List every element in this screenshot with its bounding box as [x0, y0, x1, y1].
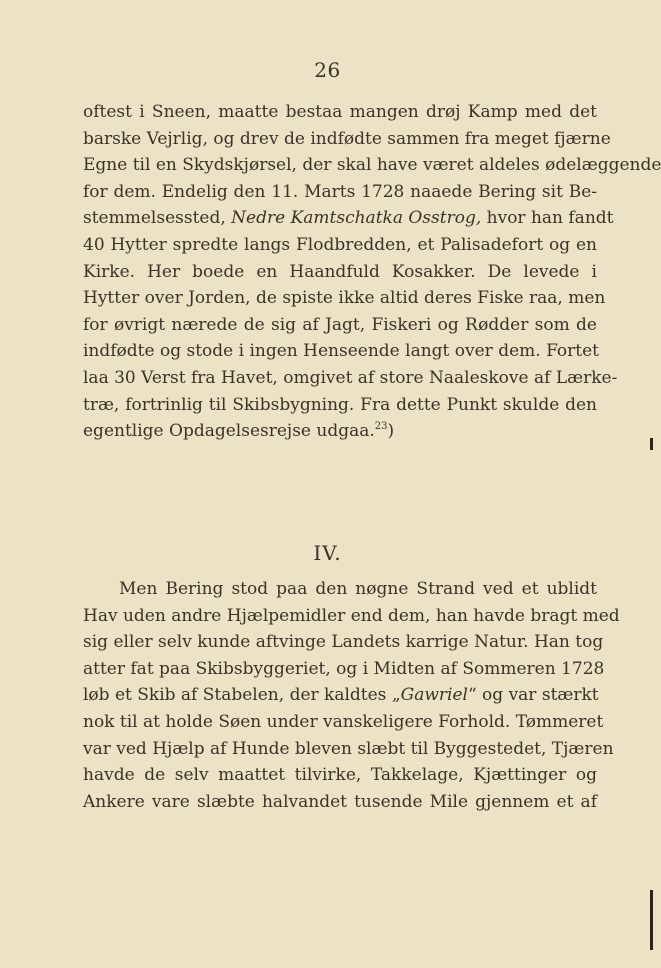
- text-line: Kirke. Her boede en Haandfuld Kosakker. De levede i: [83, 261, 597, 282]
- ship-name-italic: Gawriel: [400, 685, 468, 706]
- section-heading: IV.: [313, 541, 342, 565]
- text-line: oftest i Sneen, maatte bestaa mangen drøj Kamp med det: [83, 102, 597, 122]
- page-edge-shadow: [650, 438, 653, 450]
- paragraph-2: [83, 576, 620, 815]
- text-line: atter fat paa Skibsbyggeriet, og i Midten af Sommeren 1728: [83, 658, 605, 679]
- page-number: 26: [314, 58, 341, 82]
- text-line: for dem. Endelig den 11. Marts 1728 naaede Bering sit Be-: [83, 181, 597, 202]
- text-line: [83, 418, 597, 445]
- text-line: 40 Hytter spredte langs Flodbredden, et Palisadefort og en: [83, 234, 597, 255]
- text-run: ): [387, 421, 395, 442]
- text-line: havde de selv maattet tilvirke, Takkelage, Kjættinger og: [83, 765, 597, 786]
- text-line: Men Bering stod paa den nøgne Strand ved et ublidt: [119, 579, 597, 599]
- text-line: træ, fortrinlig til Skibsbygning. Fra dette Punkt skulde den: [83, 394, 597, 415]
- text-line: Hav uden andre Hjælpemidler end dem, han havde bragt med: [83, 605, 620, 626]
- text-run: “ og var stærkt: [467, 685, 599, 706]
- text-line: indfødte og stode i ingen Henseende langt over dem. Fortet: [83, 341, 600, 362]
- text-line: Egne til en Skydskjørsel, der skal have været aldeles ødelæggende: [83, 155, 661, 176]
- text-line: laa 30 Verst fra Havet, omgivet af store Naaleskove af Lærke-: [83, 367, 618, 388]
- text-run: stemmelsessted,: [83, 208, 232, 229]
- text-line: var ved Hjælp af Hunde bleven slæbt til Byggestedet, Tjæren: [83, 738, 614, 759]
- text-run: egentlige Opdagelsesrejse udgaa.: [83, 421, 375, 442]
- text-line: [83, 682, 597, 709]
- text-line: barske Vejrlig, og drev de indfødte sammen fra meget fjærne: [83, 128, 611, 149]
- text-line: [83, 205, 614, 232]
- text-line: sig eller selv kunde aftvinge Landets karrige Natur. Han tog: [83, 632, 604, 653]
- text-run: hvor han fandt: [481, 208, 614, 229]
- text-line: Hytter over Jorden, de spiste ikke altid deres Fiske raa, men: [83, 288, 606, 309]
- text-line: for øvrigt nærede de sig af Jagt, Fiskeri og Rødder som de: [83, 314, 597, 335]
- text-line: nok til at holde Søen under vanskeligere Forhold. Tømmeret: [83, 711, 604, 732]
- text-line: Ankere vare slæbte halvandet tusende Mile gjennem et af: [83, 791, 597, 812]
- place-name-italic: Nedre Kamtschatka Osstrog,: [231, 208, 482, 229]
- page-edge-shadow: [650, 890, 653, 950]
- footnote-marker: 23: [374, 421, 388, 433]
- paragraph-1: [83, 99, 661, 445]
- text-run: løb et Skib af Stabelen, der kaldtes „: [83, 685, 401, 706]
